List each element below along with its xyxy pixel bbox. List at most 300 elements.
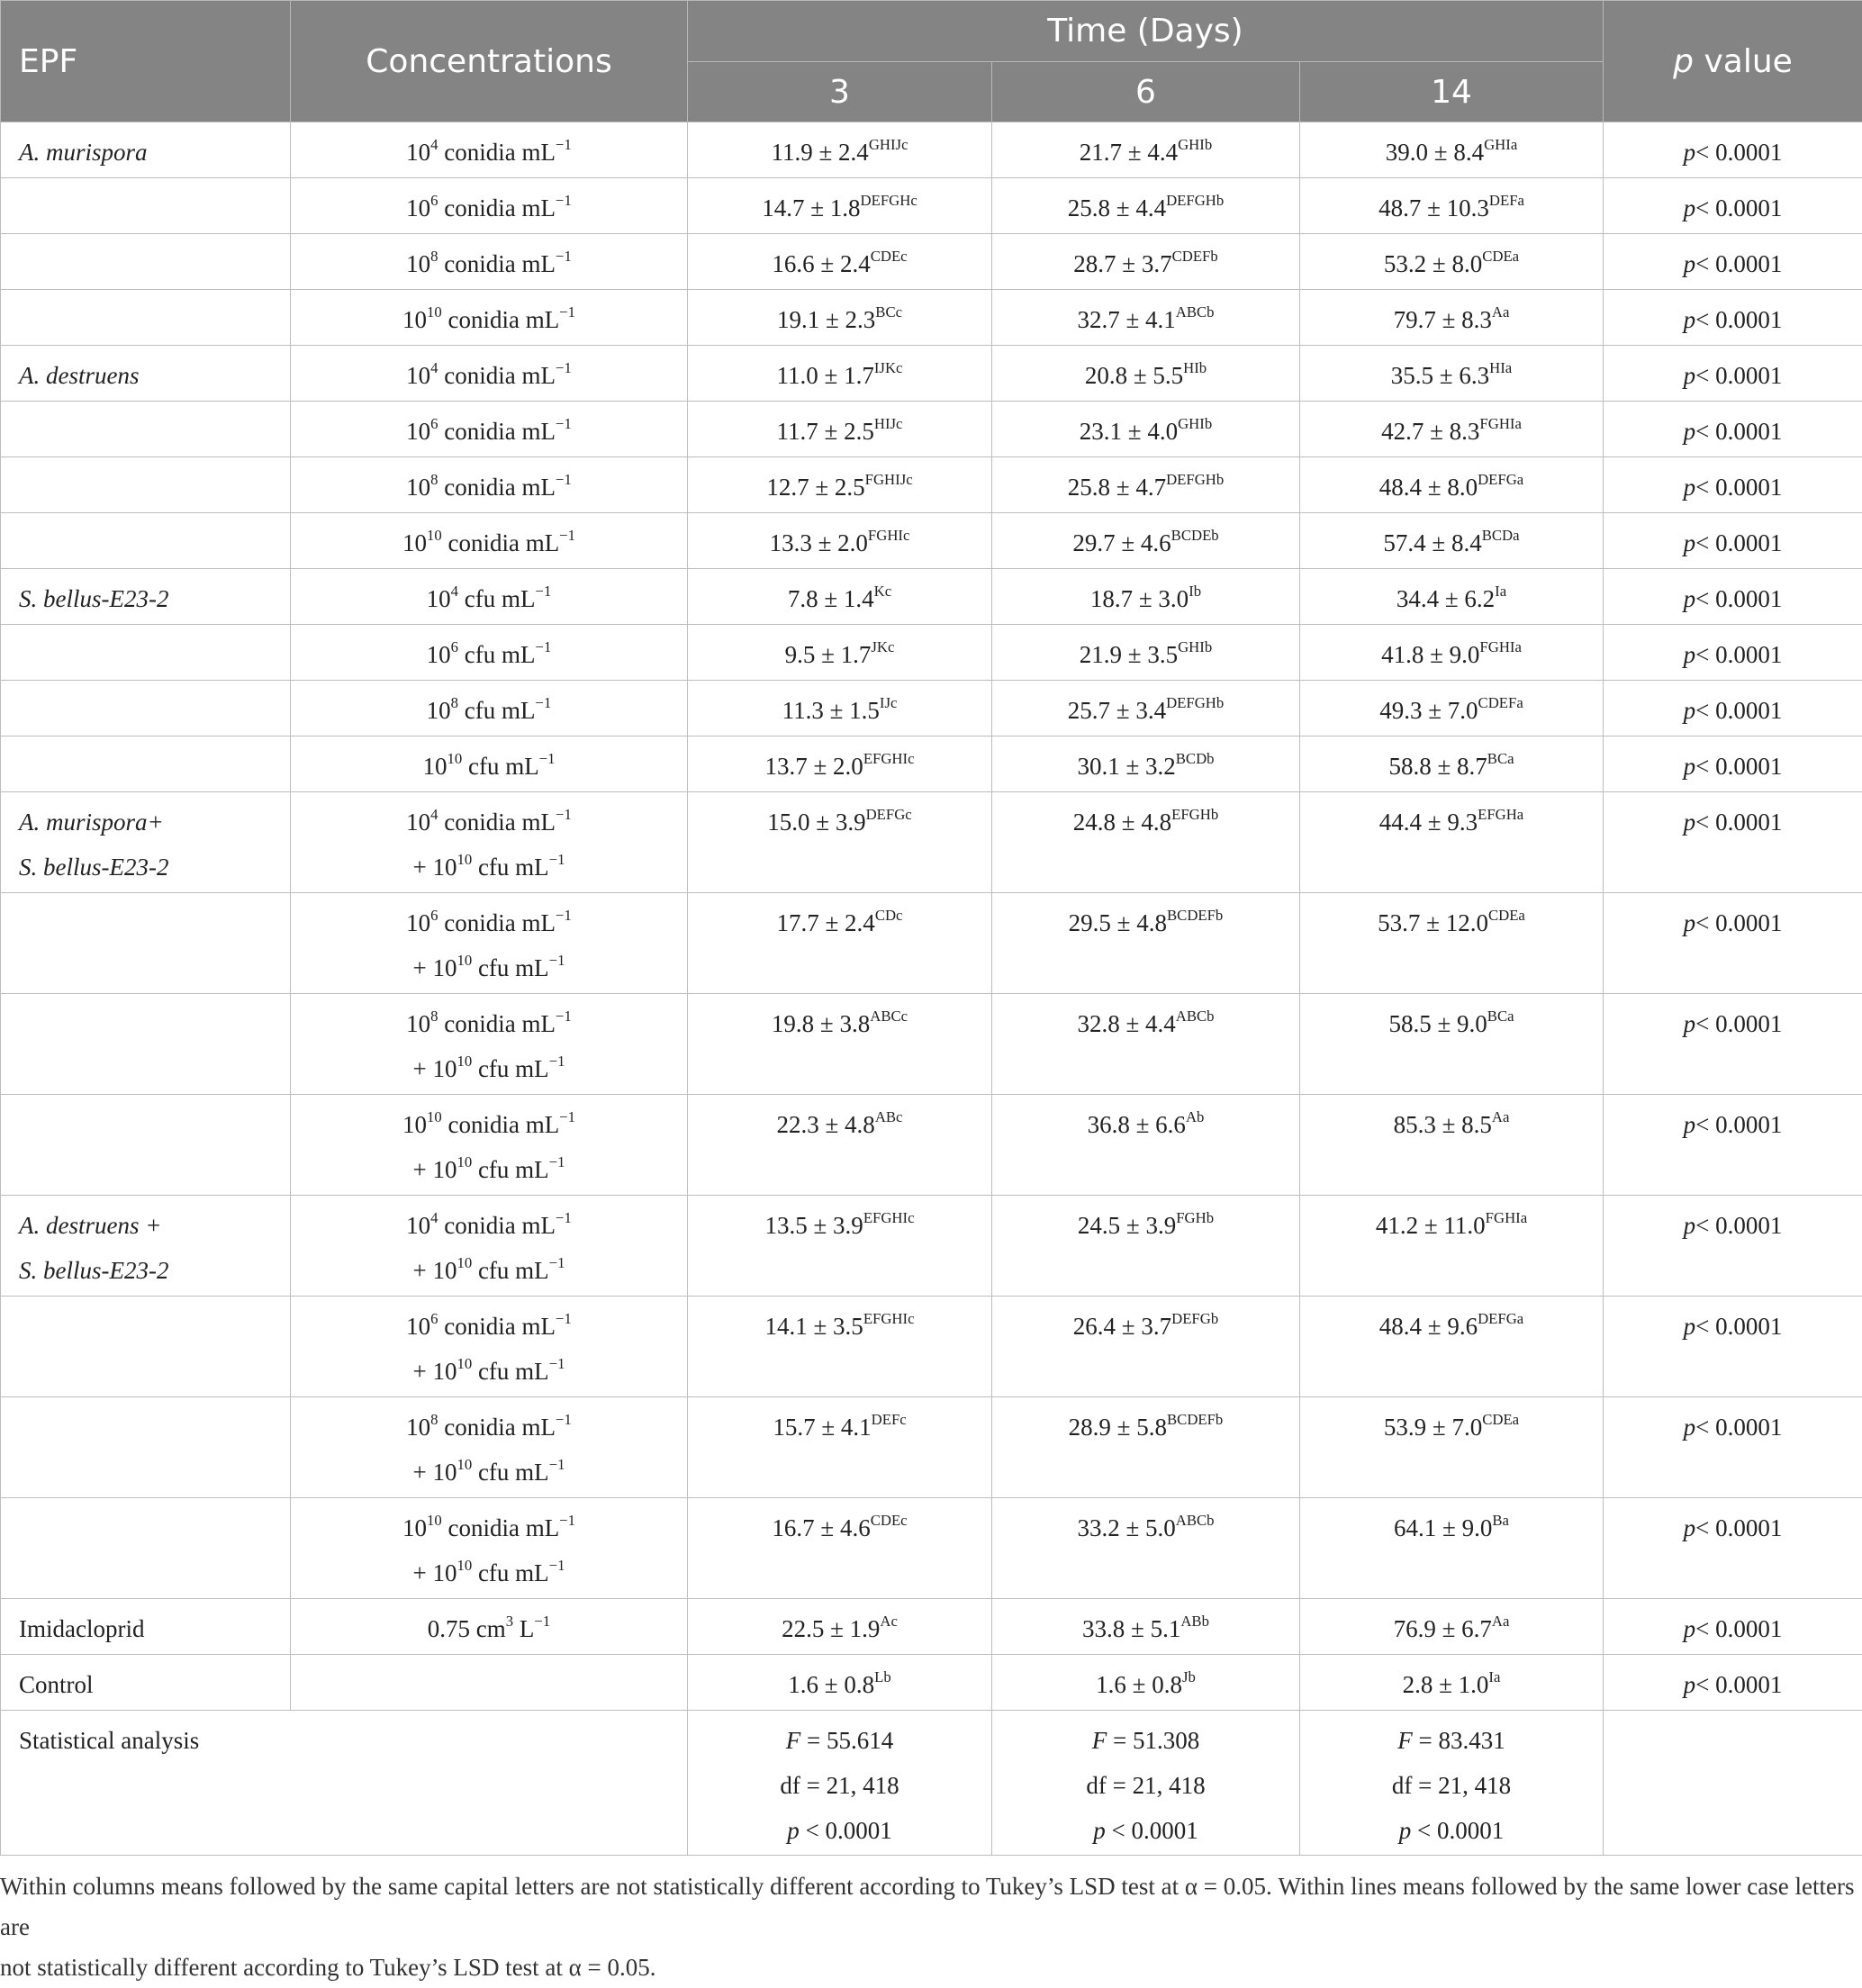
cell-p-value bbox=[1604, 893, 1862, 994]
significance-letters: CDEa bbox=[1482, 248, 1519, 265]
conc-exponent: 10 bbox=[456, 1355, 472, 1372]
value-line bbox=[1300, 234, 1603, 286]
conc-exponent: 8 bbox=[430, 1008, 438, 1025]
cell-stats-empty bbox=[1604, 1711, 1862, 1856]
conc-unit-exponent: −1 bbox=[549, 1456, 565, 1473]
conc-unit: conidia mL bbox=[438, 474, 556, 501]
f-italic: F bbox=[1397, 1727, 1418, 1754]
p-italic: p bbox=[1684, 753, 1696, 780]
p-italic: p bbox=[1684, 1615, 1696, 1642]
table-row bbox=[1, 736, 1862, 792]
significance-letters: CDEFb bbox=[1172, 248, 1218, 265]
p-value: < 0.0001 bbox=[1695, 194, 1782, 221]
mean-sd: 1.6 ± 0.8 bbox=[788, 1671, 874, 1698]
conc-unit-exponent: −1 bbox=[556, 1411, 572, 1428]
table-row bbox=[1, 178, 1862, 234]
cell-p-value bbox=[1604, 346, 1862, 402]
stats-df-line bbox=[688, 1763, 991, 1808]
table-row bbox=[1, 681, 1862, 736]
conc-unit-exponent: −1 bbox=[549, 1355, 565, 1372]
cell-day-6 bbox=[992, 346, 1300, 402]
conc-base: + 10 bbox=[412, 1055, 456, 1082]
significance-letters: ABb bbox=[1180, 1613, 1209, 1630]
significance-letters: DEFGb bbox=[1171, 1310, 1218, 1327]
conc-unit-exponent: −1 bbox=[556, 192, 572, 209]
p-italic: p bbox=[1684, 474, 1696, 501]
mean-sd: 76.9 ± 6.7 bbox=[1394, 1615, 1492, 1642]
significance-letters: CDEc bbox=[871, 248, 908, 265]
conc-exponent: 10 bbox=[427, 1512, 442, 1529]
mean-sd: 19.8 ± 3.8 bbox=[772, 1010, 870, 1037]
cell-p-value bbox=[1604, 122, 1862, 178]
significance-letters: EFGHIc bbox=[863, 750, 915, 767]
significance-letters: Ib bbox=[1189, 583, 1201, 600]
concentration-line bbox=[291, 1248, 687, 1293]
mean-sd: 24.5 ± 3.9 bbox=[1078, 1212, 1176, 1239]
conc-unit: cfu mL bbox=[472, 954, 548, 981]
value-line bbox=[688, 893, 991, 945]
mean-sd: 33.2 ± 5.0 bbox=[1077, 1514, 1175, 1541]
cell-day-14 bbox=[1300, 122, 1604, 178]
conc-unit: conidia mL bbox=[438, 809, 556, 836]
cell-epf bbox=[1, 893, 291, 994]
value-line bbox=[1300, 457, 1603, 510]
mean-sd: 85.3 ± 8.5 bbox=[1394, 1111, 1492, 1138]
concentration-line bbox=[291, 290, 687, 342]
p-value: < 0.0001 bbox=[1695, 250, 1782, 277]
mean-sd: 49.3 ± 7.0 bbox=[1379, 697, 1478, 724]
mean-sd: 21.7 ± 4.4 bbox=[1080, 139, 1178, 166]
cell-epf bbox=[1, 736, 291, 792]
header-p-rest: value bbox=[1694, 43, 1793, 80]
mean-sd: 32.7 ± 4.1 bbox=[1077, 306, 1175, 333]
epf-name: A. destruens + bbox=[19, 1212, 161, 1239]
mean-sd: 29.5 ± 4.8 bbox=[1069, 909, 1167, 936]
cell-epf bbox=[1, 1498, 291, 1599]
cell-day-14 bbox=[1300, 736, 1604, 792]
value-line bbox=[688, 346, 991, 398]
significance-letters: CDEa bbox=[1482, 1411, 1519, 1428]
stats-f-line bbox=[1300, 1711, 1603, 1763]
conc-base: + 10 bbox=[412, 1257, 456, 1284]
conc-base: 10 bbox=[427, 641, 451, 668]
conc-unit: cfu mL bbox=[472, 1358, 548, 1385]
cell-day-3 bbox=[688, 346, 992, 402]
value-line bbox=[992, 1095, 1299, 1147]
conc-unit: conidia mL bbox=[438, 909, 556, 936]
value-line bbox=[1300, 346, 1603, 398]
value-line bbox=[992, 1196, 1299, 1248]
significance-letters: DEFGa bbox=[1478, 1310, 1523, 1327]
cell-day-6 bbox=[992, 402, 1300, 457]
p-italic: p bbox=[1684, 697, 1696, 724]
conc-base: 10 bbox=[427, 697, 451, 724]
conc-unit-exponent: −1 bbox=[556, 1008, 572, 1025]
cell-day-3 bbox=[688, 234, 992, 290]
conc-base: 10 bbox=[406, 418, 430, 445]
stats-p-line bbox=[1300, 1808, 1603, 1853]
conc-exponent: 4 bbox=[430, 136, 438, 153]
conc-exponent: 6 bbox=[451, 638, 458, 655]
cell-p-value bbox=[1604, 1498, 1862, 1599]
significance-letters: BCDa bbox=[1482, 527, 1520, 544]
value-line bbox=[992, 792, 1299, 845]
p-italic: p bbox=[1684, 362, 1696, 389]
conc-base: 10 bbox=[402, 306, 427, 333]
stats-f-line bbox=[992, 1711, 1299, 1763]
conc-base: + 10 bbox=[412, 1358, 456, 1385]
conc-unit: conidia mL bbox=[442, 306, 559, 333]
mean-sd: 12.7 ± 2.5 bbox=[766, 474, 864, 501]
df-value: df = 21, 418 bbox=[780, 1772, 899, 1799]
cell-day-6 bbox=[992, 122, 1300, 178]
cell-epf bbox=[1, 994, 291, 1095]
cell-concentration bbox=[291, 893, 688, 994]
value-line bbox=[688, 234, 991, 286]
concentration-line bbox=[291, 1297, 687, 1349]
concentration-line bbox=[291, 945, 687, 990]
cell-epf bbox=[1, 1397, 291, 1498]
value-line bbox=[1300, 736, 1603, 789]
footnote-line-1: Within columns means followed by the same capital letters are not statistically different according to Tukey’s LSD test at α = 0.05. Within lines means followed by the same lower case letters are bbox=[0, 1866, 1862, 1947]
conc-unit-exponent: −1 bbox=[539, 750, 556, 767]
conc-exponent: 10 bbox=[427, 527, 442, 544]
header-concentrations: Concentrations bbox=[291, 1, 688, 122]
significance-letters: DEFc bbox=[872, 1411, 907, 1428]
cell-concentration bbox=[291, 1599, 688, 1655]
cell-day-3 bbox=[688, 1599, 992, 1655]
epf-line bbox=[19, 122, 290, 175]
p-value-line bbox=[1604, 234, 1862, 286]
cell-concentration bbox=[291, 1297, 688, 1397]
p-value: < 0.0001 bbox=[1695, 753, 1782, 780]
cell-day-6 bbox=[992, 1397, 1300, 1498]
cell-epf bbox=[1, 346, 291, 402]
p-italic: p bbox=[1399, 1817, 1417, 1844]
significance-letters: BCc bbox=[875, 303, 902, 321]
conc-base: 10 bbox=[406, 250, 430, 277]
cell-day-3 bbox=[688, 681, 992, 736]
cell-day-3 bbox=[688, 1498, 992, 1599]
conc-exponent: 6 bbox=[430, 1310, 438, 1327]
value-line bbox=[1300, 681, 1603, 733]
df-value: df = 21, 418 bbox=[1392, 1772, 1511, 1799]
significance-letters: DEFGHc bbox=[861, 192, 917, 209]
cell-day-14 bbox=[1300, 1297, 1604, 1397]
p-italic: p bbox=[1684, 306, 1696, 333]
significance-letters: FGHIa bbox=[1486, 1209, 1527, 1226]
significance-letters: EFGHb bbox=[1171, 806, 1218, 823]
p-value-line bbox=[1604, 1095, 1862, 1147]
cell-concentration bbox=[291, 1397, 688, 1498]
p-value-line bbox=[1604, 625, 1862, 677]
value-line bbox=[1300, 122, 1603, 175]
cell-p-value bbox=[1604, 1397, 1862, 1498]
p-value: < 0.0001 bbox=[1695, 1671, 1782, 1698]
cell-day-6 bbox=[992, 792, 1300, 893]
cell-concentration bbox=[291, 234, 688, 290]
value-line bbox=[992, 234, 1299, 286]
cell-day-3 bbox=[688, 792, 992, 893]
conc-base: 10 bbox=[427, 585, 451, 612]
value-line bbox=[992, 513, 1299, 565]
conc-unit-exponent: −1 bbox=[556, 806, 572, 823]
value-line bbox=[992, 290, 1299, 342]
cell-day-14 bbox=[1300, 234, 1604, 290]
cell-day-3 bbox=[688, 178, 992, 234]
epf-line bbox=[19, 792, 290, 845]
concentration-line bbox=[291, 1046, 687, 1091]
conc-exponent: 10 bbox=[456, 1557, 472, 1574]
mean-sd: 17.7 ± 2.4 bbox=[776, 909, 874, 936]
significance-letters: Aa bbox=[1492, 303, 1510, 321]
cell-day-6 bbox=[992, 736, 1300, 792]
significance-letters: ABCc bbox=[870, 1008, 908, 1025]
conc-base: + 10 bbox=[412, 1459, 456, 1486]
concentration-line bbox=[291, 1196, 687, 1248]
header-time: Time (Days) bbox=[688, 1, 1604, 62]
conc-base: 10 bbox=[406, 362, 430, 389]
value-line bbox=[992, 1655, 1299, 1707]
p-value: < 0.0001 bbox=[1695, 418, 1782, 445]
mean-sd: 14.1 ± 3.5 bbox=[764, 1313, 863, 1340]
conc-base: 10 bbox=[406, 809, 430, 836]
conc-exponent: 6 bbox=[430, 415, 438, 432]
value-line bbox=[1300, 994, 1603, 1046]
significance-letters: GHIa bbox=[1484, 136, 1517, 153]
value-line bbox=[992, 1297, 1299, 1349]
concentration-line bbox=[291, 346, 687, 398]
conc-exponent: 4 bbox=[430, 359, 438, 376]
p-value: < 0.0001 bbox=[1695, 1111, 1782, 1138]
p-value-line bbox=[1604, 402, 1862, 454]
table-row bbox=[1, 457, 1862, 513]
conc-unit-exponent: −1 bbox=[556, 136, 572, 153]
mean-sd: 11.7 ± 2.5 bbox=[777, 418, 874, 445]
conc-exponent: 10 bbox=[456, 1254, 472, 1271]
value-line bbox=[1300, 893, 1603, 945]
conc-unit: L bbox=[513, 1615, 534, 1642]
significance-letters: CDEc bbox=[871, 1512, 908, 1529]
table-row bbox=[1, 792, 1862, 893]
value-line bbox=[688, 290, 991, 342]
table-row bbox=[1, 513, 1862, 569]
conc-unit-exponent: −1 bbox=[549, 1153, 565, 1170]
conc-unit: cfu mL bbox=[462, 753, 538, 780]
value-line bbox=[688, 569, 991, 621]
conc-exponent: 8 bbox=[430, 471, 438, 488]
cell-day-14 bbox=[1300, 290, 1604, 346]
p-value-line bbox=[1604, 1397, 1862, 1450]
table-row bbox=[1, 994, 1862, 1095]
cell-p-value bbox=[1604, 1599, 1862, 1655]
significance-letters: DEFGHb bbox=[1166, 694, 1224, 711]
value-line bbox=[688, 178, 991, 230]
mean-sd: 58.8 ± 8.7 bbox=[1388, 753, 1487, 780]
mean-sd: 48.4 ± 8.0 bbox=[1379, 474, 1478, 501]
cell-p-value bbox=[1604, 234, 1862, 290]
mean-sd: 32.8 ± 4.4 bbox=[1077, 1010, 1175, 1037]
epf-line bbox=[19, 1599, 290, 1651]
conc-exponent: 10 bbox=[427, 1108, 442, 1125]
cell-epf bbox=[1, 234, 291, 290]
f-value: = 83.431 bbox=[1419, 1727, 1505, 1754]
significance-letters: BCa bbox=[1487, 1008, 1514, 1025]
significance-letters: FGHIa bbox=[1479, 415, 1521, 432]
p-italic: p bbox=[787, 1817, 805, 1844]
footnote-line-2: not statistically different according to Tukey’s LSD test at α = 0.05. bbox=[0, 1947, 1862, 1988]
conc-unit-exponent: −1 bbox=[549, 1053, 565, 1070]
cell-stats-day bbox=[688, 1711, 992, 1856]
stats-f-line bbox=[688, 1711, 991, 1763]
p-value: < 0.0001 bbox=[1695, 1313, 1782, 1340]
p-value: < 0.0001 bbox=[1695, 1414, 1782, 1441]
cell-day-14 bbox=[1300, 893, 1604, 994]
table-row bbox=[1, 1397, 1862, 1498]
cell-p-value bbox=[1604, 290, 1862, 346]
mean-sd: 11.9 ± 2.4 bbox=[771, 139, 868, 166]
conc-exponent: 4 bbox=[430, 806, 438, 823]
p-italic: p bbox=[1684, 418, 1696, 445]
stats-df-line bbox=[992, 1763, 1299, 1808]
conc-unit: conidia mL bbox=[438, 250, 556, 277]
value-line bbox=[1300, 178, 1603, 230]
significance-letters: ABc bbox=[875, 1108, 903, 1125]
table-row bbox=[1, 122, 1862, 178]
cell-concentration bbox=[291, 792, 688, 893]
cell-p-value bbox=[1604, 994, 1862, 1095]
conc-base: + 10 bbox=[412, 954, 456, 981]
p-value: < 0.0001 bbox=[1695, 362, 1782, 389]
conc-unit-exponent: −1 bbox=[559, 1512, 575, 1529]
conc-unit-exponent: −1 bbox=[549, 1254, 565, 1271]
value-line bbox=[688, 1095, 991, 1147]
cell-concentration bbox=[291, 1498, 688, 1599]
cell-day-3 bbox=[688, 569, 992, 625]
stats-p-value: < 0.0001 bbox=[1112, 1817, 1198, 1844]
cell-day-6 bbox=[992, 1297, 1300, 1397]
concentration-line bbox=[291, 234, 687, 286]
cell-concentration bbox=[291, 569, 688, 625]
conc-unit-exponent: −1 bbox=[556, 907, 572, 924]
cell-day-14 bbox=[1300, 569, 1604, 625]
value-line bbox=[688, 1196, 991, 1248]
value-line bbox=[1300, 1397, 1603, 1450]
cell-day-6 bbox=[992, 513, 1300, 569]
significance-letters: EFGHIc bbox=[863, 1209, 915, 1226]
concentration-line bbox=[291, 457, 687, 510]
significance-letters: DEFGc bbox=[866, 806, 912, 823]
p-value: < 0.0001 bbox=[1695, 585, 1782, 612]
table-row bbox=[1, 402, 1862, 457]
cell-day-6 bbox=[992, 681, 1300, 736]
epf-name: Imidacloprid bbox=[19, 1615, 144, 1642]
mean-sd: 41.8 ± 9.0 bbox=[1381, 641, 1479, 668]
cell-day-3 bbox=[688, 625, 992, 681]
p-italic: p bbox=[1684, 139, 1696, 166]
mean-sd: 53.9 ± 7.0 bbox=[1384, 1414, 1482, 1441]
cell-epf bbox=[1, 122, 291, 178]
cell-day-14 bbox=[1300, 681, 1604, 736]
stats-label: Statistical analysis bbox=[19, 1727, 199, 1754]
conc-exponent: 10 bbox=[427, 303, 442, 321]
cell-concentration bbox=[291, 122, 688, 178]
concentration-line bbox=[291, 1397, 687, 1450]
cell-day-3 bbox=[688, 122, 992, 178]
cell-day-6 bbox=[992, 994, 1300, 1095]
cell-day-6 bbox=[992, 1196, 1300, 1297]
mean-sd: 25.8 ± 4.7 bbox=[1068, 474, 1166, 501]
significance-letters: Aa bbox=[1492, 1108, 1510, 1125]
p-value: < 0.0001 bbox=[1695, 306, 1782, 333]
mean-sd: 25.8 ± 4.4 bbox=[1068, 194, 1166, 221]
conc-base: 10 bbox=[406, 194, 430, 221]
mean-sd: 21.9 ± 3.5 bbox=[1080, 641, 1178, 668]
value-line bbox=[992, 457, 1299, 510]
value-line bbox=[688, 625, 991, 677]
cell-p-value bbox=[1604, 625, 1862, 681]
conc-unit: cfu mL bbox=[472, 1459, 548, 1486]
p-value-line bbox=[1604, 1196, 1862, 1248]
cell-epf bbox=[1, 625, 291, 681]
header-day-6: 6 bbox=[992, 62, 1300, 122]
significance-letters: Ia bbox=[1488, 1668, 1500, 1685]
cell-day-14 bbox=[1300, 457, 1604, 513]
mean-sd: 58.5 ± 9.0 bbox=[1388, 1010, 1487, 1037]
table-row bbox=[1, 1655, 1862, 1711]
cell-day-6 bbox=[992, 1655, 1300, 1711]
cell-day-3 bbox=[688, 1655, 992, 1711]
concentration-line bbox=[291, 736, 687, 789]
cell-day-6 bbox=[992, 1599, 1300, 1655]
value-line bbox=[992, 346, 1299, 398]
significance-letters: Aa bbox=[1492, 1613, 1510, 1630]
conc-exponent: 10 bbox=[456, 1053, 472, 1070]
conc-base: 10 bbox=[402, 1514, 427, 1541]
p-value: < 0.0001 bbox=[1695, 909, 1782, 936]
mean-sd: 23.1 ± 4.0 bbox=[1080, 418, 1178, 445]
p-value: < 0.0001 bbox=[1695, 139, 1782, 166]
conc-unit: cfu mL bbox=[472, 1257, 548, 1284]
cell-epf bbox=[1, 457, 291, 513]
f-italic: F bbox=[1092, 1727, 1113, 1754]
conc-unit: conidia mL bbox=[438, 139, 556, 166]
conc-base: + 10 bbox=[412, 1156, 456, 1183]
cell-epf bbox=[1, 402, 291, 457]
significance-letters: FGHIa bbox=[1479, 638, 1521, 655]
significance-letters: BCDb bbox=[1176, 750, 1215, 767]
value-line bbox=[992, 736, 1299, 789]
value-line bbox=[688, 513, 991, 565]
cell-day-3 bbox=[688, 402, 992, 457]
conc-unit-exponent: −1 bbox=[556, 415, 572, 432]
cell-p-value bbox=[1604, 569, 1862, 625]
p-value-line bbox=[1604, 792, 1862, 845]
cell-concentration bbox=[291, 681, 688, 736]
mean-sd: 26.4 ± 3.7 bbox=[1073, 1313, 1171, 1340]
significance-letters: ABCb bbox=[1176, 1512, 1215, 1529]
mean-sd: 48.4 ± 9.6 bbox=[1379, 1313, 1478, 1340]
value-line bbox=[688, 681, 991, 733]
significance-letters: HIa bbox=[1489, 359, 1512, 376]
conc-unit: cfu mL bbox=[458, 697, 535, 724]
p-value-line bbox=[1604, 569, 1862, 621]
concentration-line bbox=[291, 122, 687, 175]
p-italic: p bbox=[1684, 250, 1696, 277]
conc-unit: cfu mL bbox=[472, 1559, 548, 1586]
conc-unit: cfu mL bbox=[472, 1055, 548, 1082]
concentration-line bbox=[291, 1147, 687, 1192]
